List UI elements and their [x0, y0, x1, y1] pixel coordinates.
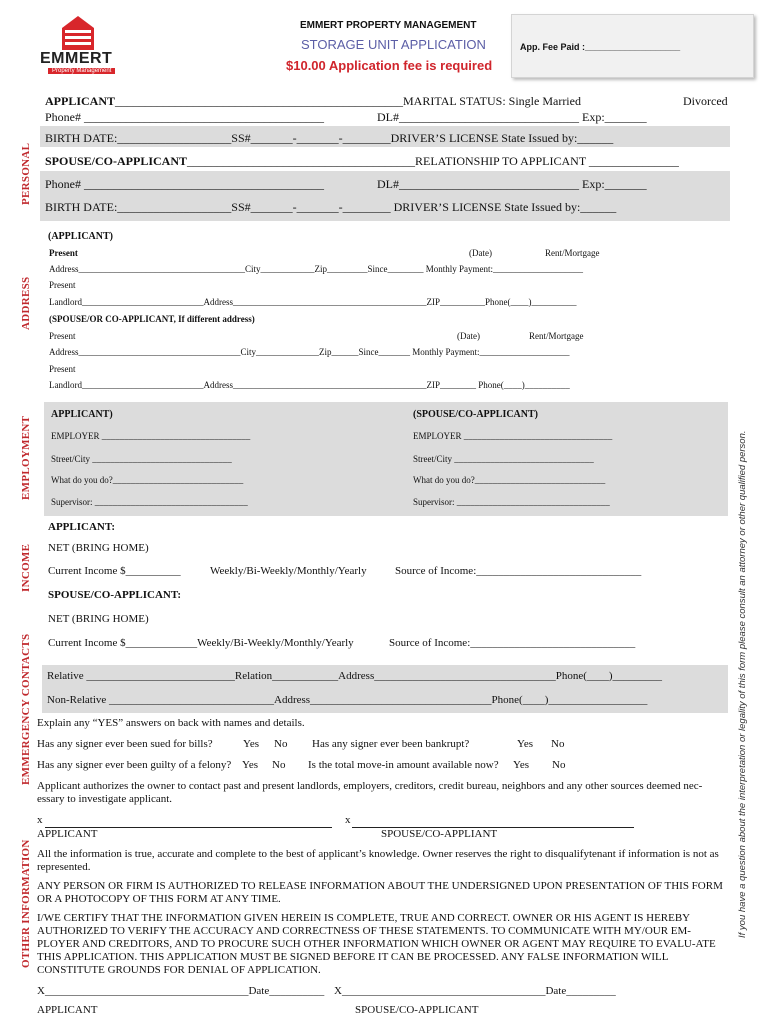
birth-row[interactable]: BIRTH DATE:___________________SS#_______-_______-________DRIVER’S LICENSE State Issued by:______ [45, 131, 614, 145]
dl-field[interactable]: DL#______________________________ Exp:_______ [377, 110, 647, 124]
final-applicant-label: APPLICANT [37, 1004, 98, 1016]
sign-x-1: x [37, 814, 43, 826]
question-bankrupt: Has any signer ever been bankrupt? [312, 738, 470, 750]
section-emergency: EMMERGENCY CONTACTS [20, 633, 32, 785]
street-field[interactable]: Street/City _______________________________ [51, 454, 232, 464]
sign-x-2: x [345, 814, 351, 826]
landlord-line-1[interactable]: Landlord___________________________Address___________________________________________ZIP__________Phone(____)__________ [49, 297, 577, 307]
felony-no[interactable]: No [272, 759, 286, 771]
applicant-row[interactable] [45, 94, 581, 109]
address-present-4: Present [49, 364, 76, 374]
spouse-label: SPOUSE/CO-APPLICANT [45, 154, 188, 168]
release-statement: ANY PERSON OR FIRM IS AUTHORIZED TO RELEASE INFORMATION ABOUT THE UNDERSIGNED UPON PRESENTATION OF THIS FORM OR A PHOTOCOPY OF THIS FORM AT ANY TIME. [37, 880, 723, 905]
certify-statement: I/WE CERTIFY THAT THE INFORMATION GIVEN HEREIN IS COMPLETE, TRUE AND CORRECT. OWNER OR HIS AGENT IS HEREBY AUTHORIZED TO VERIFY THE ACCURACY AND CORRECTNESS OF THESE STATEMENTS. TO COMMUNICATE WITH MY/OUR EM-PLOYER AND CREDITORS, AND TO PROCURE SUCH OTHER INFORMATION WHICH OWNER OR AGENT MAY REQUIRE TO EVALU-ATE THIS APPLICATION. THIS APPLICATION MUST BE SIGNED BEFORE IT CAN BE PROCESSED. ANY FALSE INFORMATION WILL CONSTITUTE GROUNDS FOR DENIAL OF APPLICATION. [37, 912, 716, 976]
employer2-field[interactable]: EMPLOYER _________________________________ [413, 431, 613, 441]
applicant-field[interactable]: ________________________________________________MARITAL STATUS: Single Married [115, 94, 581, 108]
phone-field[interactable]: Phone# ________________________________________ [45, 110, 324, 124]
employment-applicant: APPLICANT) [51, 409, 113, 420]
address-date-2: (Date) [457, 331, 480, 341]
movein-no[interactable]: No [552, 759, 566, 771]
final-signature-2[interactable]: X_____________________________________Date_________ [334, 985, 616, 997]
signature-applicant-label: APPLICANT [37, 828, 98, 840]
form-title: STORAGE UNIT APPLICATION [301, 37, 486, 52]
signature-spouse-label: SPOUSE/CO-APPLIANT [381, 828, 498, 840]
question-sued: Has any signer ever been sued for bills? [37, 738, 213, 750]
address-applicant: (APPLICANT) [48, 231, 113, 242]
question-movein: Is the total move-in amount available now? [308, 759, 499, 771]
address-present-2: Present [49, 280, 76, 290]
sued-no[interactable]: No [274, 738, 288, 750]
marital-divorced[interactable]: Divorced [683, 94, 728, 108]
sued-yes[interactable]: Yes [243, 738, 260, 750]
income-source-2[interactable]: Source of Income:______________________________ [389, 637, 636, 649]
movein-yes[interactable]: Yes [513, 759, 530, 771]
phone2-field[interactable]: Phone# ________________________________________ [45, 177, 324, 191]
income-net-2: NET (BRING HOME) [48, 613, 149, 625]
section-address: ADDRESS [20, 276, 32, 330]
spouse-row[interactable] [45, 154, 679, 169]
landlord-line-2[interactable]: Landlord___________________________Address___________________________________________ZIP________ Phone(____)__________ [49, 380, 570, 390]
nonrelative-field[interactable]: Non-Relative ______________________________Address_________________________________Phone(____)__________________ [47, 694, 648, 706]
spouse-field[interactable]: ______________________________________RELATIONSHIP TO APPLICANT _______________ [187, 154, 679, 168]
section-personal: PERSONAL [20, 142, 32, 205]
birth2-row[interactable]: BIRTH DATE:___________________SS#_______-_______-________ DRIVER’S LICENSE State Issued by:______ [45, 200, 617, 214]
section-employment: EMPLOYMENT [20, 415, 32, 500]
final-signature-1[interactable]: X_____________________________________Date__________ [37, 985, 325, 997]
address-date-1: (Date) [469, 248, 492, 258]
supervisor2-field[interactable]: Supervisor: __________________________________ [413, 497, 610, 507]
logo-subtitle: Property Management [48, 68, 115, 74]
address-present-1: Present [49, 248, 78, 258]
bankrupt-no[interactable]: No [551, 738, 565, 750]
company-name: EMMERT PROPERTY MANAGEMENT [300, 20, 477, 31]
address-spouse: (SPOUSE/OR CO-APPLICANT, If different address) [49, 314, 255, 324]
address-rent-1: Rent/Mortgage [545, 248, 600, 258]
street2-field[interactable]: Street/City _______________________________ [413, 454, 594, 464]
final-spouse-label: SPOUSE/CO-APPLICANT [355, 1004, 479, 1016]
income-applicant: APPLICANT: [48, 521, 116, 533]
felony-yes[interactable]: Yes [242, 759, 259, 771]
applicant-label: APPLICANT [45, 94, 116, 108]
fee-notice: $10.00 Application fee is required [286, 58, 493, 73]
income-frequency-1[interactable]: Weekly/Bi-Weekly/Monthly/Yearly [210, 565, 367, 577]
income-spouse: SPOUSE/CO-APPLICANT: [48, 589, 182, 601]
what2-field[interactable]: What do you do?_____________________________ [413, 475, 606, 485]
logo-name: EMMERT [40, 50, 113, 67]
address-present-3: Present [49, 331, 76, 341]
logo [38, 14, 118, 76]
bankrupt-yes[interactable]: Yes [517, 738, 534, 750]
section-income: INCOME [20, 543, 32, 592]
income-source-1[interactable]: Source of Income:______________________________ [395, 565, 642, 577]
income-current-1[interactable]: Current Income $__________ [48, 565, 181, 577]
income-current-2[interactable]: Current Income $_____________Weekly/Bi-Weekly/Monthly/Yearly [48, 637, 354, 649]
explain-note: Explain any “YES” answers on back with names and details. [37, 717, 305, 729]
true-statement: All the information is true, accurate and complete to the best of applicant’s knowledge. Owner reserves the right to disqualifytenant if information is not as represented. [37, 848, 719, 873]
fee-paid-box[interactable] [511, 14, 754, 78]
legal-side-note: If you have a question about the interpretation or legality of this form please consult an attorney or other qualified person. [737, 430, 748, 938]
relative-field[interactable]: Relative ___________________________Relation____________Address_________________________________Phone(____)_________ [47, 670, 663, 682]
income-net-1: NET (BRING HOME) [48, 542, 149, 554]
what-field[interactable]: What do you do?_____________________________ [51, 475, 244, 485]
fee-paid-label: App. Fee Paid :___________________ [520, 42, 681, 52]
employer-field[interactable]: EMPLOYER _________________________________ [51, 431, 251, 441]
employment-spouse: (SPOUSE/CO-APPLICANT) [413, 409, 539, 420]
authorize-text: Applicant authorizes the owner to contact past and present landlords, employers, creditors, credit bureau, neighbors and any other sources deemed nec-essary to investigate applicant. [37, 780, 703, 805]
address-line-1[interactable]: Address_____________________________________City____________Zip_________Since________ Monthly Payment:____________________ [49, 264, 583, 274]
dl2-field[interactable]: DL#______________________________ Exp:_______ [377, 177, 647, 191]
supervisor-field[interactable]: Supervisor: __________________________________ [51, 497, 248, 507]
section-other: OTHER INFORMATION [20, 839, 32, 968]
question-felony: Has any signer ever been guilty of a felony? [37, 759, 232, 771]
address-rent-2: Rent/Mortgage [529, 331, 584, 341]
address-line-2[interactable]: Address____________________________________City______________Zip______Since_______ Monthly Payment:____________________ [49, 347, 570, 357]
